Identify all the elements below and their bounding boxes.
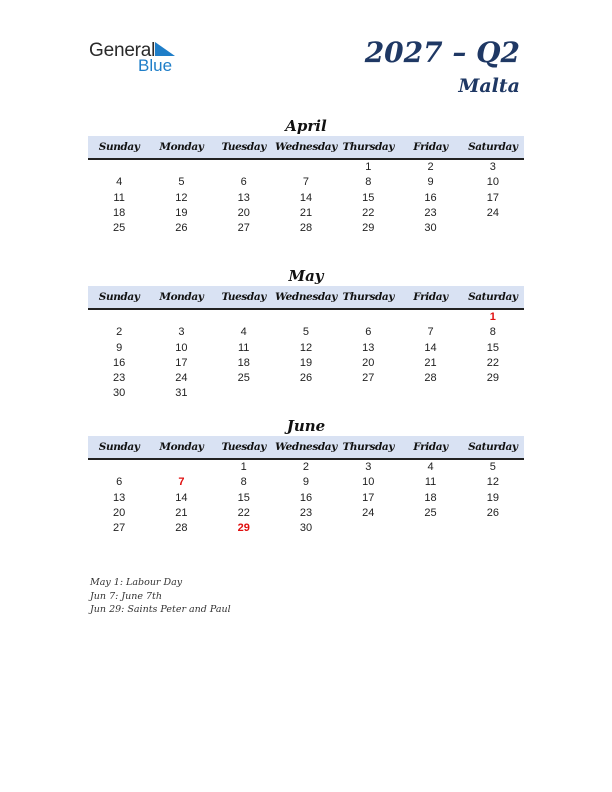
day-cell: [150, 460, 212, 475]
weekday-header: [88, 436, 524, 460]
day-cell: 27: [362, 372, 375, 385]
day-cell: 24: [362, 506, 375, 519]
day-cell: 4: [240, 326, 247, 339]
day-cell: [150, 310, 212, 325]
day-cell: [275, 386, 337, 401]
day-cell: 8: [240, 476, 247, 489]
holiday-day-cell: 7: [178, 476, 185, 489]
week-row: [88, 386, 524, 401]
week-row: [88, 491, 524, 506]
day-cell: 3: [489, 161, 496, 173]
month-may: [88, 266, 524, 402]
day-cell: 20: [362, 356, 375, 369]
day-cell: [88, 460, 150, 475]
month-title: June: [286, 417, 326, 435]
day-cell: [213, 310, 275, 325]
logo-word-general: General: [89, 40, 156, 61]
day-cell: 23: [424, 206, 437, 219]
week-row: [88, 160, 524, 175]
day-cell: 9: [116, 341, 123, 354]
logo-word-blue: Blue: [138, 56, 173, 75]
week-row: [88, 175, 524, 190]
day-cell: 22: [486, 356, 499, 369]
day-cell: [462, 386, 524, 401]
day-cell: 15: [362, 191, 375, 204]
weekday-label: Friday: [413, 441, 448, 453]
day-cell: 12: [175, 191, 188, 204]
day-cell: [399, 521, 461, 536]
weekday-label: Wednesday: [275, 441, 337, 453]
day-cell: [399, 310, 461, 325]
day-cell: 26: [486, 506, 499, 519]
day-cell: 4: [116, 176, 123, 189]
day-cell: [337, 521, 399, 536]
day-cell: 6: [116, 476, 123, 489]
day-cell: 7: [427, 326, 434, 339]
week-row: [88, 325, 524, 340]
day-cell: 11: [424, 476, 437, 489]
day-cell: 10: [486, 176, 499, 189]
day-cell: 21: [175, 506, 188, 519]
day-cell: 12: [486, 476, 499, 489]
week-row: [88, 371, 524, 386]
week-row: [88, 191, 524, 206]
day-cell: 23: [113, 372, 126, 385]
weekday-label: Saturday: [468, 441, 518, 453]
week-row: [88, 521, 524, 536]
week-row: [88, 506, 524, 521]
day-cell: [150, 160, 212, 175]
month-title: May: [288, 267, 324, 285]
day-cell: [88, 160, 150, 175]
weekday-label: Tuesday: [221, 291, 266, 303]
day-cell: 17: [175, 356, 188, 369]
day-cell: 25: [113, 222, 126, 235]
month-april: [88, 116, 524, 236]
day-cell: 14: [299, 191, 313, 204]
weekday-label: Wednesday: [275, 141, 337, 153]
day-cell: [337, 310, 399, 325]
day-cell: 22: [362, 206, 375, 219]
month-title: April: [285, 117, 327, 135]
day-cell: 30: [299, 522, 313, 535]
weekday-label: Thursday: [342, 441, 395, 453]
holiday-note: May 1: Labour Day: [90, 577, 183, 588]
day-cell: 8: [365, 176, 372, 189]
day-cell: 11: [113, 191, 125, 204]
day-cell: 29: [486, 372, 499, 385]
week-row: [88, 221, 524, 236]
day-cell: 19: [486, 491, 499, 504]
weekday-label: Sunday: [98, 441, 140, 453]
country-name: Malta: [458, 75, 520, 97]
day-cell: 13: [237, 191, 250, 204]
day-cell: 18: [113, 206, 126, 219]
day-cell: 20: [237, 206, 250, 219]
day-cell: 4: [427, 461, 434, 473]
weekday-label: Friday: [413, 141, 448, 153]
day-cell: 5: [302, 326, 310, 339]
day-cell: [275, 160, 337, 175]
holiday-note: Jun 29: Saints Peter and Paul: [90, 604, 231, 615]
day-cell: 22: [237, 506, 250, 519]
day-cell: 14: [175, 491, 188, 504]
weekday-label: Friday: [413, 291, 448, 303]
week-row: [88, 356, 524, 371]
day-cell: 25: [424, 506, 437, 519]
day-cell: 9: [427, 176, 434, 189]
holiday-notes: [90, 576, 231, 617]
day-cell: 30: [424, 222, 437, 235]
day-cell: [462, 221, 524, 236]
day-cell: [337, 386, 399, 401]
day-cell: 28: [299, 222, 313, 235]
day-cell: 25: [237, 372, 250, 385]
day-cell: 21: [299, 206, 313, 219]
day-cell: 2: [302, 461, 310, 473]
day-cell: 11: [237, 341, 250, 354]
day-cell: 10: [175, 341, 188, 354]
week-row: [88, 206, 524, 221]
day-cell: 13: [113, 491, 126, 504]
day-cell: [462, 521, 524, 536]
day-cell: 8: [489, 326, 496, 339]
day-cell: 15: [486, 341, 499, 354]
holiday-day-cell: 1: [489, 311, 496, 323]
day-cell: 6: [365, 326, 372, 339]
day-cell: 31: [175, 387, 188, 400]
day-cell: 19: [175, 206, 188, 219]
weekday-label: Tuesday: [221, 141, 266, 153]
day-cell: 5: [489, 461, 496, 473]
day-cell: [213, 386, 275, 401]
day-cell: [275, 310, 337, 325]
day-cell: 16: [299, 491, 313, 504]
weekday-header: [88, 286, 524, 310]
day-cell: 3: [178, 326, 185, 339]
day-cell: 10: [362, 476, 375, 489]
day-cell: 16: [113, 356, 126, 369]
day-cell: 13: [362, 341, 375, 354]
day-cell: 26: [175, 222, 188, 235]
day-cell: 1: [365, 161, 372, 173]
week-row: [88, 475, 524, 490]
day-cell: 29: [362, 222, 375, 235]
day-cell: [399, 386, 461, 401]
day-cell: 14: [424, 341, 437, 354]
weekday-label: Monday: [159, 441, 204, 453]
day-cell: 23: [299, 506, 313, 519]
day-cell: 6: [240, 176, 247, 189]
weekday-label: Wednesday: [275, 291, 337, 303]
day-cell: 2: [427, 161, 434, 173]
weekday-label: Monday: [159, 291, 204, 303]
day-cell: 24: [486, 206, 499, 219]
day-cell: 18: [237, 356, 250, 369]
day-cell: 21: [424, 356, 437, 369]
weekday-label: Saturday: [468, 141, 518, 153]
holiday-note: Jun 7: June 7th: [90, 590, 162, 602]
weekday-label: Tuesday: [221, 441, 266, 453]
day-cell: 3: [365, 461, 372, 473]
day-cell: 17: [486, 191, 499, 204]
weekday-header: [88, 136, 524, 160]
day-cell: 26: [299, 372, 313, 385]
day-cell: 7: [302, 176, 310, 189]
day-cell: 9: [302, 476, 310, 489]
day-cell: 2: [116, 326, 123, 339]
weekday-label: Sunday: [98, 291, 140, 303]
holiday-day-cell: 29: [237, 522, 250, 535]
day-cell: 16: [424, 191, 437, 204]
day-cell: [88, 310, 150, 325]
day-cell: 18: [424, 491, 437, 504]
day-cell: 27: [237, 222, 250, 235]
week-row: [88, 460, 524, 475]
day-cell: 24: [175, 372, 188, 385]
weekday-label: Saturday: [468, 291, 518, 303]
day-cell: 27: [113, 522, 126, 535]
day-cell: [213, 160, 275, 175]
day-cell: 19: [299, 356, 313, 369]
day-cell: 15: [237, 491, 250, 504]
weekday-label: Sunday: [98, 141, 140, 153]
weekday-label: Monday: [159, 141, 204, 153]
day-cell: 20: [113, 506, 126, 519]
month-june: [88, 416, 524, 536]
day-cell: 1: [240, 461, 247, 473]
day-cell: 30: [113, 387, 126, 400]
weekday-label: Thursday: [342, 141, 395, 153]
weekday-label: Thursday: [342, 291, 395, 303]
day-cell: 17: [362, 491, 375, 504]
day-cell: 5: [178, 176, 185, 189]
day-cell: 12: [299, 341, 313, 354]
page-title: 2027 – Q2: [364, 36, 520, 69]
logo: [89, 40, 189, 76]
day-cell: 28: [175, 522, 188, 535]
week-row: [88, 310, 524, 325]
day-cell: 28: [424, 372, 437, 385]
week-row: [88, 341, 524, 356]
